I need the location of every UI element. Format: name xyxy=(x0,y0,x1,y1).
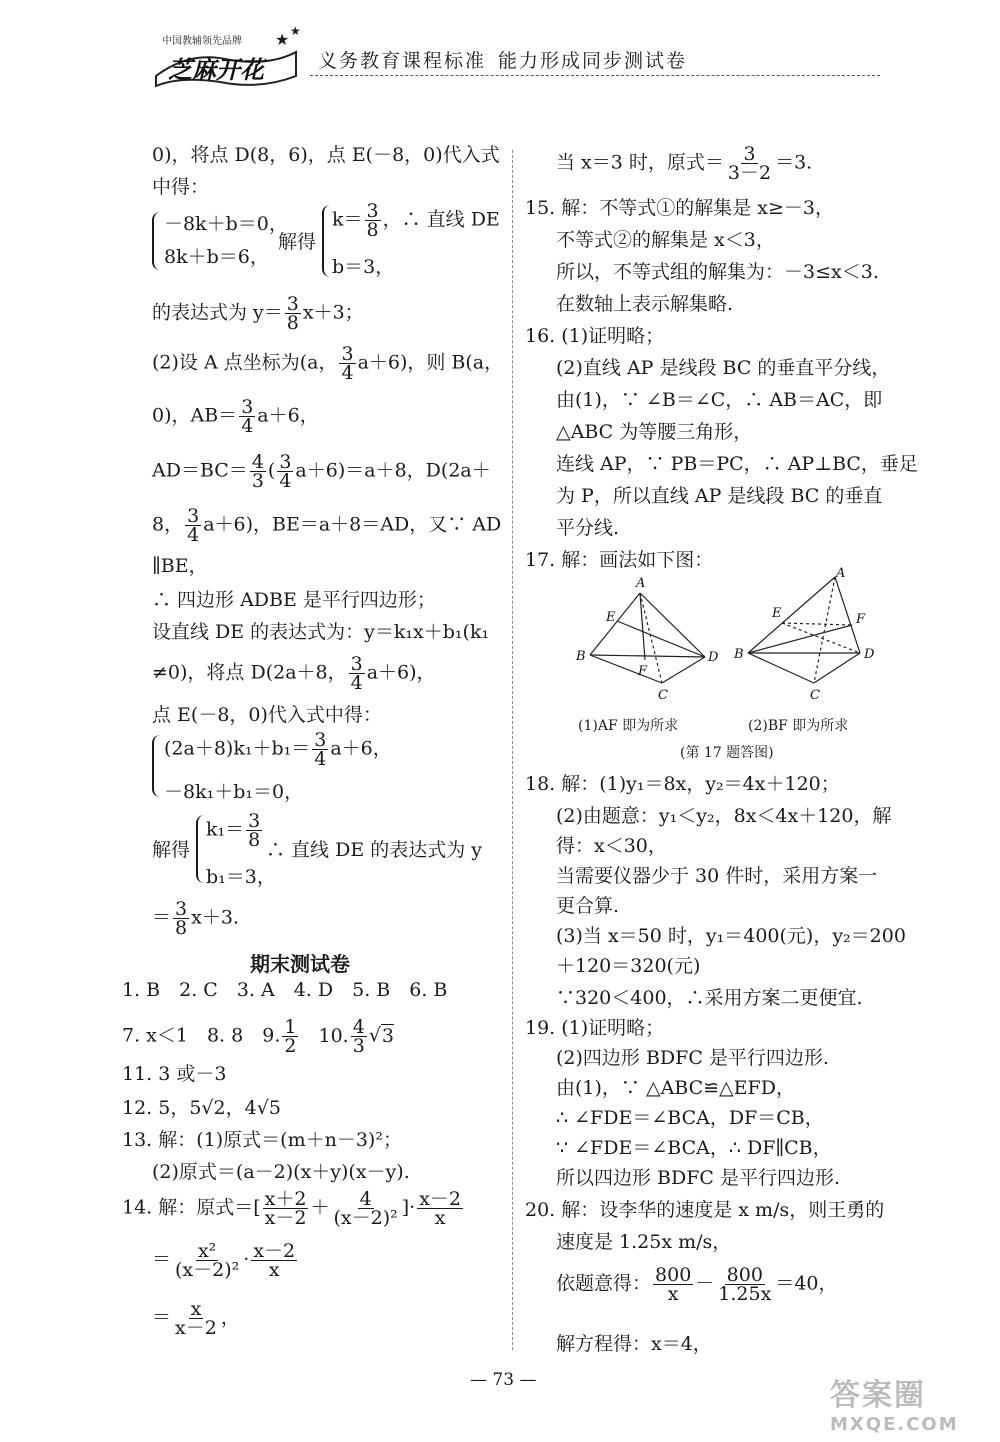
logo xyxy=(150,46,300,86)
answer-line: 解方程得：x＝4， xyxy=(556,1333,712,1355)
point-label: E xyxy=(606,610,616,625)
answer-line: 17. 解：画法如下图： xyxy=(525,549,714,571)
answer-line: 20. 解：设李华的速度是 x m/s，则王勇的 xyxy=(525,1199,885,1221)
equation: k＝ $\frac{3}{8}$ ，∴ 直线 DE xyxy=(332,200,500,241)
text-line: 设直线 DE 的表达式为：y＝k₁x＋b₁(k₁ xyxy=(152,621,490,643)
logo-text: 芝麻开花 xyxy=(168,55,264,84)
header-title-right: 能力形成同步测试卷 xyxy=(498,50,688,72)
text-line: 点 E(－8，0)代入式中得： xyxy=(152,704,382,726)
answer-line: 19. (1)证明略； xyxy=(525,1017,665,1039)
text-line: ＝ $\frac{3}{8}$ x＋3. xyxy=(152,898,239,939)
figure-caption-2: (2)BF 即为所求 xyxy=(748,718,849,734)
answer-line: 1. B 2. C 3. A 4. D 5. B 6. B xyxy=(122,979,448,1001)
answer-line: 速度是 1.25x m/s， xyxy=(556,1231,732,1253)
text-line: 8， $\frac{3}{4}$ a＋6)，BE＝a＋8＝AD，又∵ AD xyxy=(152,505,502,546)
system-brace xyxy=(322,205,330,277)
answer-line: (2)原式＝(a－2)(x＋y)(x－y). xyxy=(152,1161,410,1183)
text-line: 的表达式为 y＝ $\frac{3}{8}$ x＋3； xyxy=(152,293,364,334)
equation: (2a＋8)k₁＋b₁＝ $\frac{3}{4}$ a＋6， xyxy=(164,729,392,770)
watermark xyxy=(830,1370,990,1436)
point-label: A xyxy=(636,576,646,591)
watermark-title: 答案圈 xyxy=(830,1378,926,1413)
text-line: 当 x＝3 时，原式＝ $\frac{3}{3-2}$ ＝3. xyxy=(556,143,813,184)
text-line: AD＝BC＝ $\frac{4}{3}$ ( $\frac{3}{4}$ a＋6)＝a＋8，D(2a＋ xyxy=(152,451,491,492)
answer-line: (2)由题意：y₁＜y₂，8x＜4x＋120，解 xyxy=(556,805,892,827)
answer-line: 由(1)，∵ △ABC≌△EFD， xyxy=(556,1077,795,1099)
answer-line: (2)直线 AP 是线段 BC 的垂直平分线， xyxy=(556,357,891,379)
answer-line: ＝ $\frac{\text{x²}}{\text{(x－2)²}}$ · $\frac{x-2}{x}$ xyxy=(152,1240,296,1281)
answer-line: ∵320＜400，∴采用方案二更便宜. xyxy=(556,987,863,1009)
point-label: F xyxy=(856,612,866,627)
answer-line: 连线 AP，∵ PB＝PC，∴ AP⊥BC，垂足 xyxy=(556,453,918,475)
equation: －8k＋b＝0， xyxy=(164,213,288,235)
text-line: ∴ 四边形 ADBE 是平行四边形； xyxy=(152,589,436,611)
answer-line: 为 P，所以直线 AP 是线段 BC 的垂直 xyxy=(556,485,883,507)
equation: b₁＝3， xyxy=(206,866,276,888)
answer-line: 7. x＜1 8. 8 9. $\frac{1}{2}$ 10. $\frac{4}{3}$ √3 xyxy=(122,1016,395,1057)
answer-line: 由(1)，∵ ∠B＝∠C，∴ AB＝AC，即 xyxy=(556,389,883,411)
answer-line: ∴ ∠FDE＝∠BCA，DF＝CB， xyxy=(556,1107,824,1129)
answer-line: 依题意得： $\frac{800}{x}$ － $\frac{800}{1.25x}$ ＝40， xyxy=(556,1264,838,1305)
answer-line: 13. 解：(1)原式＝(m＋n－3)²； xyxy=(122,1129,402,1151)
equation: b＝3， xyxy=(332,256,395,278)
star-icon: ★ xyxy=(290,24,301,38)
watermark-url: MXQE.COM xyxy=(830,1414,959,1435)
page-number: — 73 — xyxy=(470,1370,537,1390)
answer-line: ∵ ∠FDE＝∠BCA，∴ DF∥CB， xyxy=(556,1137,832,1159)
point-label: B xyxy=(734,647,744,662)
answer-line: 当需要仪器少于 30 件时，采用方案一 xyxy=(556,865,878,887)
answer-line: 16. (1)证明略； xyxy=(525,325,665,347)
system-brace xyxy=(196,815,204,883)
point-label: C xyxy=(810,688,820,703)
point-label: E xyxy=(772,606,782,621)
text-line: (2)设 A 点坐标为(a， $\frac{3}{4}$ a＋6)，则 B(a， xyxy=(152,343,504,384)
answer-line: 所以四边形 BDFC 是平行四边形. xyxy=(556,1167,841,1189)
answer-line: ＋120＝320(元) xyxy=(556,955,701,977)
text: ∴ 直线 DE 的表达式为 y xyxy=(266,839,482,861)
point-label: D xyxy=(708,650,719,665)
geometry-figure xyxy=(570,565,900,705)
equation: k₁＝ $\frac{3}{8}$ xyxy=(206,810,261,851)
answer-line: (3)当 x＝50 时，y₁＝400(元)，y₂＝200 xyxy=(556,925,906,947)
system-brace xyxy=(152,735,160,797)
point-label: F xyxy=(638,664,648,679)
answer-line: 15. 解：不等式①的解集是 x≥－3， xyxy=(525,197,835,219)
answer-line: 11. 3 或－3 xyxy=(122,1063,227,1085)
answer-line: △ABC 为等腰三角形， xyxy=(556,421,753,443)
point-label: D xyxy=(864,647,875,662)
equation: 8k＋b＝6， xyxy=(164,246,269,268)
text: 解得 xyxy=(152,839,191,861)
text-line: ≠0)，将点 D(2a＋8， $\frac{3}{4}$ a＋6)， xyxy=(152,653,436,694)
column-divider xyxy=(512,150,513,1350)
section-title: 期末测试卷 xyxy=(250,952,350,976)
header-title-left: 义务教育课程标准 xyxy=(318,50,487,72)
figure-17 xyxy=(570,565,900,705)
text-line: 0)，将点 D(8，6)，点 E(－8，0)代入式 xyxy=(152,144,500,166)
equation: －8k₁＋b₁＝0， xyxy=(164,781,304,803)
brand-small-text: 中国教辅领先品牌 xyxy=(162,36,242,47)
answer-line: 平分线. xyxy=(556,517,620,539)
answer-line: 所以，不等式组的解集为：－3≤x＜3. xyxy=(556,261,879,283)
text-line: 0)，AB＝ $\frac{3}{4}$ a＋6， xyxy=(152,396,319,437)
text-line: 中得： xyxy=(152,176,210,198)
answer-line: (2)四边形 BDFC 是平行四边形. xyxy=(556,1047,829,1069)
system-brace xyxy=(152,212,160,270)
answer-line: 更合算. xyxy=(556,895,620,917)
answer-line: 18. 解：(1)y₁＝8x，y₂＝4x＋120； xyxy=(525,773,840,795)
point-label: B xyxy=(576,649,586,664)
text: 解得 xyxy=(278,231,317,253)
answer-line: 不等式②的解集是 x＜3， xyxy=(556,229,775,251)
star-icon: ★ xyxy=(275,30,290,49)
logo-graphic xyxy=(150,46,300,90)
point-label: C xyxy=(658,688,668,703)
figure-caption: (第 17 题答图) xyxy=(680,745,774,761)
answer-line: 得：x＜30， xyxy=(556,835,667,857)
answer-line: 14. 解：原式＝[ $\frac{x+2}{x-2}$ ＋ $\frac{4}{\text{(x－2)²}}$ ]· $\frac{x-2}{x}$ xyxy=(122,1188,462,1229)
answer-line: 在数轴上表示解集略. xyxy=(556,293,734,315)
header xyxy=(140,20,880,90)
point-label: A xyxy=(836,566,846,581)
text-line: ∥BE， xyxy=(152,555,208,577)
figure-caption-1: (1)AF 即为所求 xyxy=(578,718,679,734)
answer-line: ＝ $\frac{x}{x-2}$ ， xyxy=(152,1298,240,1339)
answer-line: 12. 5，5√2，4√5 xyxy=(122,1097,281,1119)
header-dashed-rule xyxy=(310,75,880,76)
